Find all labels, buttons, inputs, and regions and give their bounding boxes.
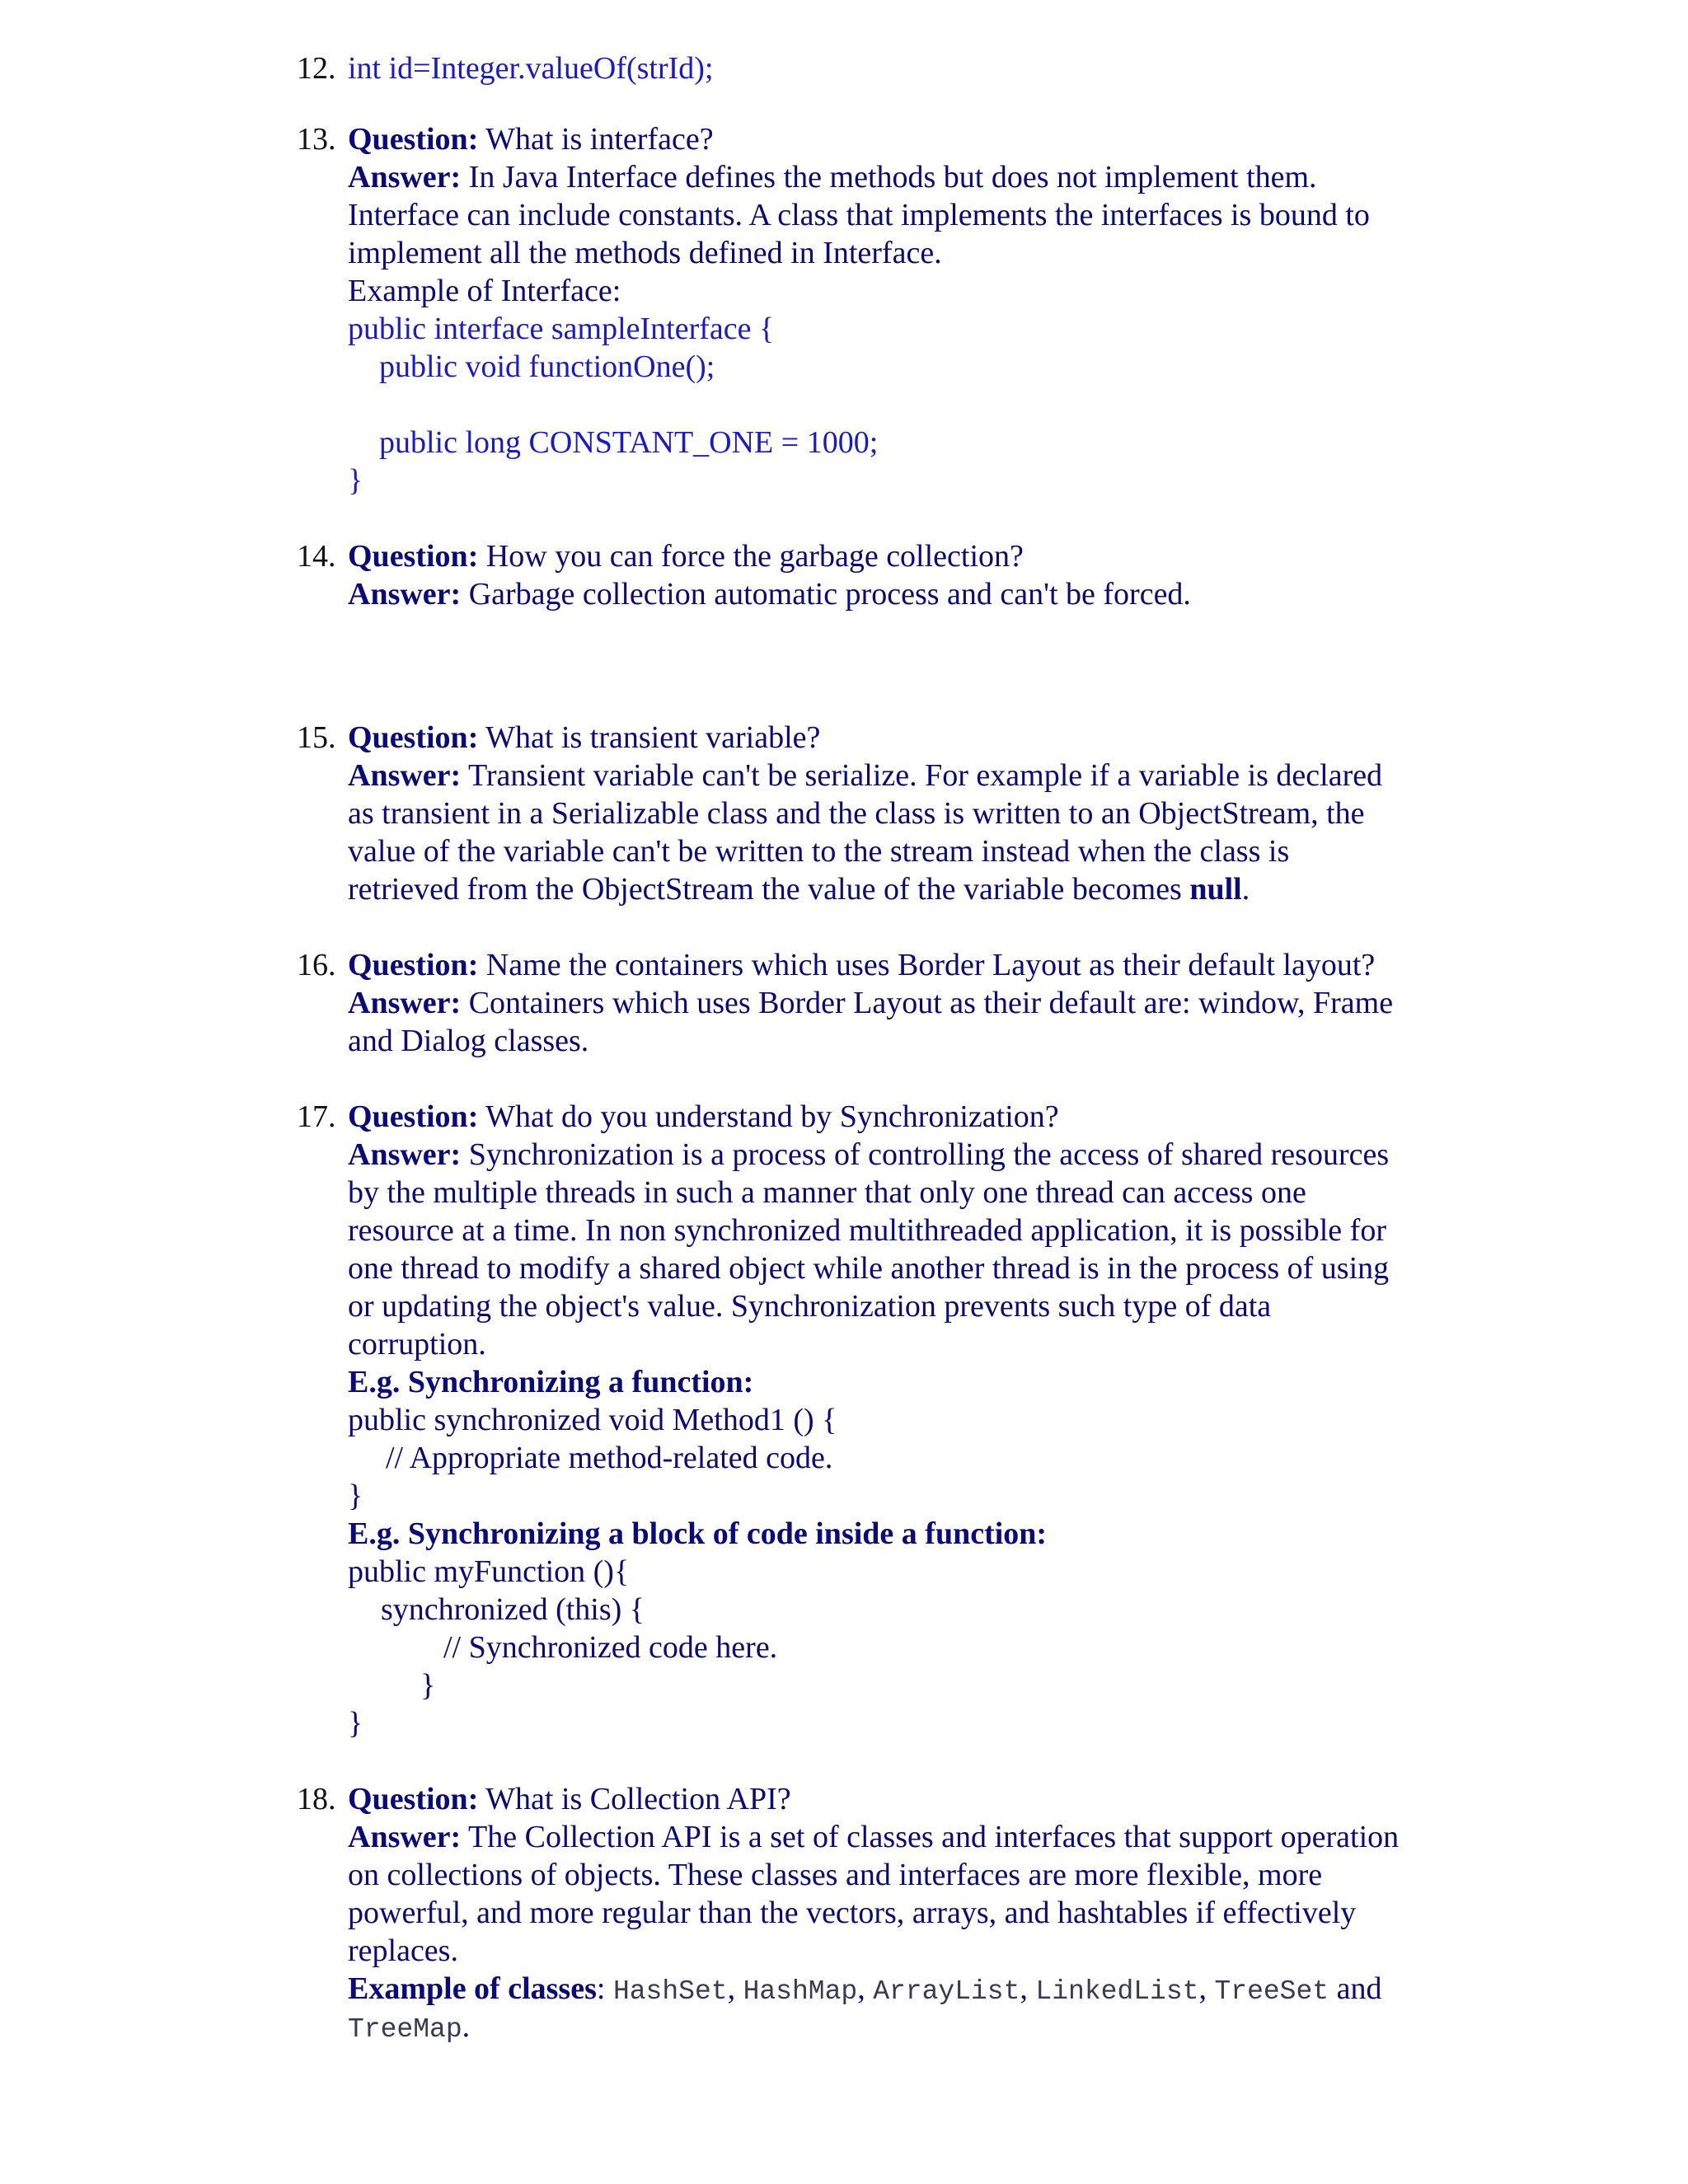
separator: , (857, 1971, 874, 2006)
item-number-17: 17. (297, 1099, 336, 1134)
period: . (1241, 872, 1250, 907)
item-number-18: 18. (297, 1782, 336, 1816)
separator: , (1020, 1971, 1036, 2006)
answer-label: Answer: (348, 1820, 462, 1854)
item-number-15: 15. (297, 720, 336, 755)
question-line (348, 719, 820, 757)
question-text: Name the containers which uses Border Layout as their default layout? (478, 948, 1376, 982)
answer-text: Synchronization is a process of controlling the access of shared resources (461, 1137, 1390, 1172)
item-number-16: 16. (297, 948, 336, 982)
class-name: HashSet (612, 1976, 728, 2007)
answer-label: Answer: (348, 577, 462, 612)
question-label: Question: (348, 1782, 479, 1816)
example-classes-line (348, 2008, 470, 2049)
colon: : (596, 1971, 613, 2006)
separator: , (1198, 1971, 1215, 2006)
code-comment: // Synchronized code here. (443, 1630, 778, 1665)
answer-line: Interface can include constants. A class that implements the interfaces is bound to (348, 198, 1370, 232)
question-line (348, 946, 1375, 984)
answer-line (348, 1136, 1389, 1174)
answer-label: Answer: (348, 1137, 462, 1172)
code-line: public void functionOne(); (348, 349, 715, 384)
answer-label: Answer: (348, 986, 462, 1020)
class-name: ArrayList (873, 1976, 1020, 2007)
answer-label: Answer: (348, 758, 462, 793)
code-line: public synchronized void Method1 () { (348, 1403, 837, 1437)
answer-line (348, 1818, 1399, 1856)
answer-line: by the multiple threads in such a manner that only one thread can access one (348, 1175, 1306, 1210)
answer-line: value of the variable can't be written to the stream instead when the class is (348, 834, 1290, 869)
answer-text: retrieved from the ObjectStream the value of the variable becomes (348, 872, 1190, 907)
example-label: E.g. Synchronizing a block of code inside a function: (348, 1516, 1048, 1551)
answer-line: on collections of objects. These classes and interfaces are more flexible, more (348, 1858, 1323, 1892)
example-classes-line (348, 1970, 1381, 2011)
question-line (348, 1098, 1059, 1136)
answer-text: In Java Interface defines the methods but does not implement them. (461, 160, 1317, 194)
code-line: } (348, 1479, 363, 1513)
answer-line: one thread to modify a shared object while another thread is in the process of using (348, 1251, 1390, 1286)
code-comment: // Appropriate method-related code. (386, 1441, 833, 1475)
answer-text: Garbage collection automatic process and can't be forced. (461, 577, 1191, 612)
code-line: int id=Integer.valueOf(strId); (348, 51, 714, 86)
question-label: Question: (348, 122, 479, 157)
answer-line: replaces. (348, 1933, 458, 1968)
null-keyword: null (1189, 872, 1242, 907)
question-text: What do you understand by Synchronization? (478, 1099, 1059, 1134)
question-text: How you can force the garbage collection? (478, 539, 1024, 574)
item-number-13: 13. (297, 122, 336, 157)
answer-line: Example of Interface: (348, 274, 621, 308)
answer-line (348, 757, 1382, 794)
answer-line: powerful, and more regular than the vectors, arrays, and hashtables if effectively (348, 1896, 1357, 1930)
answer-line: and Dialog classes. (348, 1024, 589, 1058)
item-number-14: 14. (297, 539, 336, 574)
and-word: and (1329, 1971, 1382, 2006)
answer-line (348, 575, 1191, 613)
code-line: public long CONSTANT_ONE = 1000; (348, 425, 879, 460)
code-line: } (420, 1668, 436, 1703)
answer-line: corruption. (348, 1327, 486, 1361)
question-text: What is interface? (478, 122, 714, 157)
question-label: Question: (348, 539, 479, 574)
class-name: LinkedList (1035, 1976, 1199, 2007)
example-label: Example of classes (348, 1971, 597, 2006)
class-name: TreeSet (1214, 1976, 1329, 2007)
answer-line: or updating the object's value. Synchronization prevents such type of data (348, 1289, 1272, 1324)
answer-text: The Collection API is a set of classes and interfaces that support operation (461, 1820, 1400, 1854)
code-line: synchronized (this) { (381, 1592, 645, 1627)
period: . (462, 2009, 471, 2044)
answer-text: Transient variable can't be serialize. For example if a variable is declared (461, 758, 1383, 793)
question-label: Question: (348, 1099, 479, 1134)
question-text: What is transient variable? (478, 720, 821, 755)
question-label: Question: (348, 948, 479, 982)
separator: , (727, 1971, 743, 2006)
answer-text: Containers which uses Border Layout as their default are: window, Frame (461, 986, 1394, 1020)
question-text: What is Collection API? (478, 1782, 791, 1816)
answer-line: implement all the methods defined in Interface. (348, 236, 942, 270)
class-name: TreeMap (348, 2014, 462, 2045)
code-line: } (348, 1706, 363, 1741)
question-line (348, 537, 1024, 575)
question-line (348, 1780, 791, 1818)
answer-line (348, 158, 1317, 196)
question-label: Question: (348, 720, 479, 755)
question-line (348, 120, 714, 158)
class-name: HashMap (743, 1976, 858, 2007)
answer-label: Answer: (348, 160, 462, 194)
answer-line (348, 870, 1250, 908)
item-number-12: 12. (297, 51, 336, 86)
code-line: public interface sampleInterface { (348, 312, 775, 346)
answer-line: resource at a time. In non synchronized multithreaded application, it is possible for (348, 1213, 1386, 1248)
code-line: } (348, 463, 363, 498)
example-label: E.g. Synchronizing a function: (348, 1365, 754, 1399)
answer-line: as transient in a Serializable class and the class is written to an ObjectStream, the (348, 796, 1365, 831)
answer-line (348, 984, 1393, 1022)
code-line: public myFunction (){ (348, 1554, 630, 1589)
